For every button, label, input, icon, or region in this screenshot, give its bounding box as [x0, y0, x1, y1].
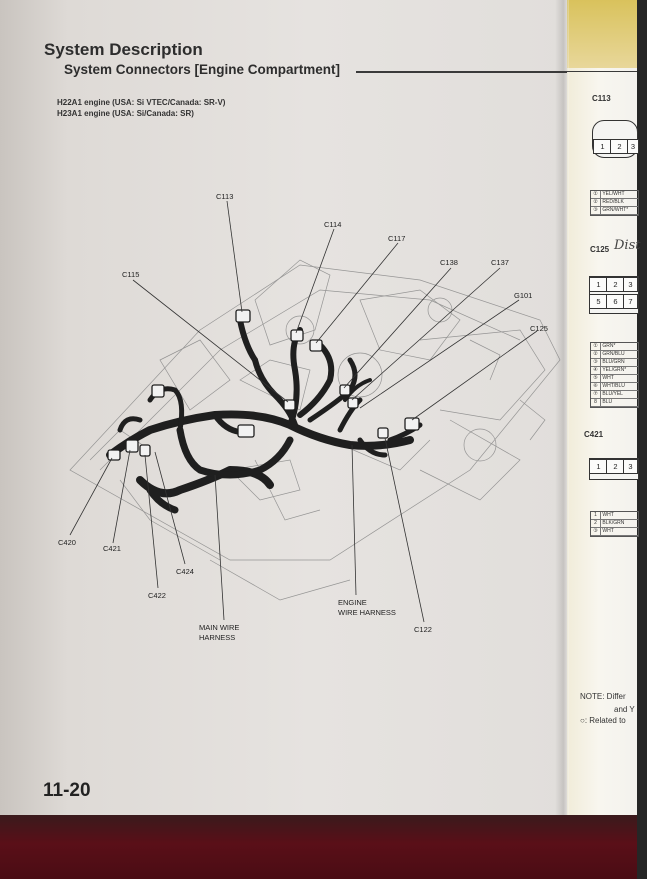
c125-pin-2: 2 [606, 277, 625, 292]
connector-c420 [108, 450, 120, 460]
connector-c114 [291, 330, 303, 341]
label-main-harness-2: HARNESS [199, 633, 236, 642]
c113-pin-2: 2 [610, 139, 629, 154]
label-c138: C138 [440, 258, 458, 267]
c113-wire-row: ② RED/BLK [591, 199, 638, 207]
c125-handwritten-note: Dist [614, 238, 641, 253]
label-c421: C421 [103, 544, 121, 553]
c421-wire-row: ③ WHT [591, 528, 638, 536]
c421-pin-2: 2 [606, 459, 625, 474]
label-engine-harness-1: ENGINE [338, 598, 367, 607]
connector-c424 [152, 385, 164, 397]
c125-pin-6: 6 [606, 294, 625, 309]
c113-pin-1: 1 [593, 139, 612, 154]
c421-pin-3: 3 [623, 459, 638, 474]
wire-harness [110, 320, 420, 510]
c113-title: C113 [592, 94, 611, 103]
label-engine-harness-2: WIRE HARNESS [338, 608, 396, 617]
c421-wire-table [590, 511, 639, 537]
connector-c422 [140, 445, 150, 456]
c113-wire-row: ③ GRN/WHT* [591, 207, 638, 215]
label-c114: C114 [324, 220, 342, 229]
c125-wire-row: ③ BLU/GRN [591, 359, 638, 367]
c421-wire-row: 1 WHT [591, 512, 638, 520]
label-main-harness-1: MAIN WIRE [199, 623, 240, 632]
c113-pin-3: 3 [627, 139, 639, 154]
c125-pin-3: 3 [623, 277, 638, 292]
c113-wire-row: ① YEL/WHT [591, 191, 638, 199]
label-c113: C113 [216, 192, 234, 201]
c125-pin-1: 1 [589, 277, 608, 292]
label-c137: C137 [491, 258, 509, 267]
connector-c117 [310, 340, 322, 351]
c421-wire-row: 2 BLK/GRN [591, 520, 638, 528]
connector-c113 [236, 310, 250, 322]
c125-pin-5: 5 [589, 294, 608, 309]
label-c122: C122 [414, 625, 432, 634]
c125-wire-row: ④ YEL/GRN* [591, 367, 638, 375]
label-c125: C125 [530, 324, 548, 333]
engine-line-1: H22A1 engine (USA: Si VTEC/Canada: SR-V) [57, 98, 226, 107]
note-line-3: ○: Related to [580, 716, 626, 725]
page-number: 11-20 [43, 780, 91, 801]
c125-wire-row: ⑥ WHT/BLU [591, 383, 638, 391]
c125-wire-row: ⑦ BLU/YEL [591, 391, 638, 399]
label-c420: C420 [58, 538, 76, 547]
c421-pin-1: 1 [589, 459, 608, 474]
connector-c122 [378, 428, 388, 438]
c125-title: C125 [590, 245, 610, 254]
label-g101: G101 [514, 291, 533, 300]
page-title: System Description [44, 40, 203, 59]
note-line-1: NOTE: Differ [580, 692, 626, 701]
connector-c115 [284, 400, 295, 410]
connector-c421 [126, 440, 138, 452]
connector-center [238, 425, 254, 437]
c113-wire-table [590, 190, 639, 216]
c125-pin-7: 7 [623, 294, 638, 309]
c125-wire-row: 8 BLU [591, 399, 638, 407]
label-c115: C115 [122, 270, 140, 279]
note-line-2: and Y [614, 705, 635, 714]
c125-wire-table [590, 342, 639, 408]
label-c117: C117 [388, 234, 406, 243]
page-subtitle: System Connectors [Engine Compartment] [64, 62, 341, 77]
c125-wire-row: ⑤ WHT [591, 375, 638, 383]
c125-wire-row: ② GRN/BLU [591, 351, 638, 359]
c125-wire-row: ① GRN* [591, 343, 638, 351]
label-c424: C424 [176, 567, 194, 576]
c421-title: C421 [584, 430, 604, 439]
label-c422: C422 [148, 591, 166, 600]
engine-line-2: H23A1 engine (USA: Si/Canada: SR) [57, 109, 194, 118]
